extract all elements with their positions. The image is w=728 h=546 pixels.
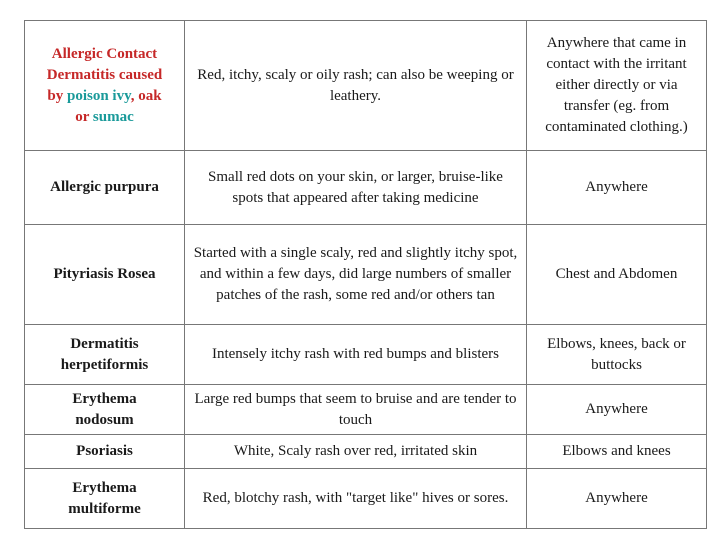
table-row: [25, 225, 707, 325]
condition-name: Erythema multiforme: [25, 469, 185, 529]
condition-name: Psoriasis: [25, 435, 185, 469]
rash-table: [24, 20, 707, 529]
condition-description: Large red bumps that seem to bruise and are tender to touch: [185, 385, 527, 435]
condition-name: Pityriasis Rosea: [25, 225, 185, 325]
condition-description: Red, itchy, scaly or oily rash; can also be weeping or leathery.: [185, 21, 527, 151]
condition-location: Chest and Abdomen: [527, 225, 707, 325]
condition-name: Erythema nodosum: [25, 385, 185, 435]
table-row: [25, 469, 707, 529]
condition-description: Started with a single scaly, red and slightly itchy spot, and within a few days, did large numbers of smaller patches of the rash, some red and/or others tan: [185, 225, 527, 325]
condition-name-part: Allergic Contact Dermatitis caused by: [46, 45, 163, 104]
table-row: [25, 151, 707, 225]
condition-name-part: ,: [130, 87, 139, 104]
condition-name-part: poison ivy: [66, 87, 131, 104]
condition-description: White, Scaly rash over red, irritated skin: [185, 435, 527, 469]
condition-name: [25, 21, 185, 151]
condition-location: Anywhere that came in contact with the irritant either directly or via transfer (eg. from contaminated clothing.): [527, 21, 707, 151]
condition-name-part: oak: [138, 87, 162, 104]
condition-location: Anywhere: [527, 385, 707, 435]
table-row: [25, 325, 707, 385]
condition-description: Small red dots on your skin, or larger, bruise-like spots that appeared after taking medicine: [185, 151, 527, 225]
table-row: [25, 21, 707, 151]
condition-name: Dermatitis herpetiformis: [25, 325, 185, 385]
condition-location: Anywhere: [527, 151, 707, 225]
condition-location: Elbows and knees: [527, 435, 707, 469]
condition-description: Intensely itchy rash with red bumps and blisters: [185, 325, 527, 385]
condition-location: Elbows, knees, back or buttocks: [527, 325, 707, 385]
condition-name-part: sumac: [92, 108, 134, 125]
table-row: [25, 385, 707, 435]
condition-name: Allergic purpura: [25, 151, 185, 225]
table-row: [25, 435, 707, 469]
condition-description: Red, blotchy rash, with "target like" hives or sores.: [185, 469, 527, 529]
condition-location: Anywhere: [527, 469, 707, 529]
condition-name-part: or: [75, 108, 93, 125]
